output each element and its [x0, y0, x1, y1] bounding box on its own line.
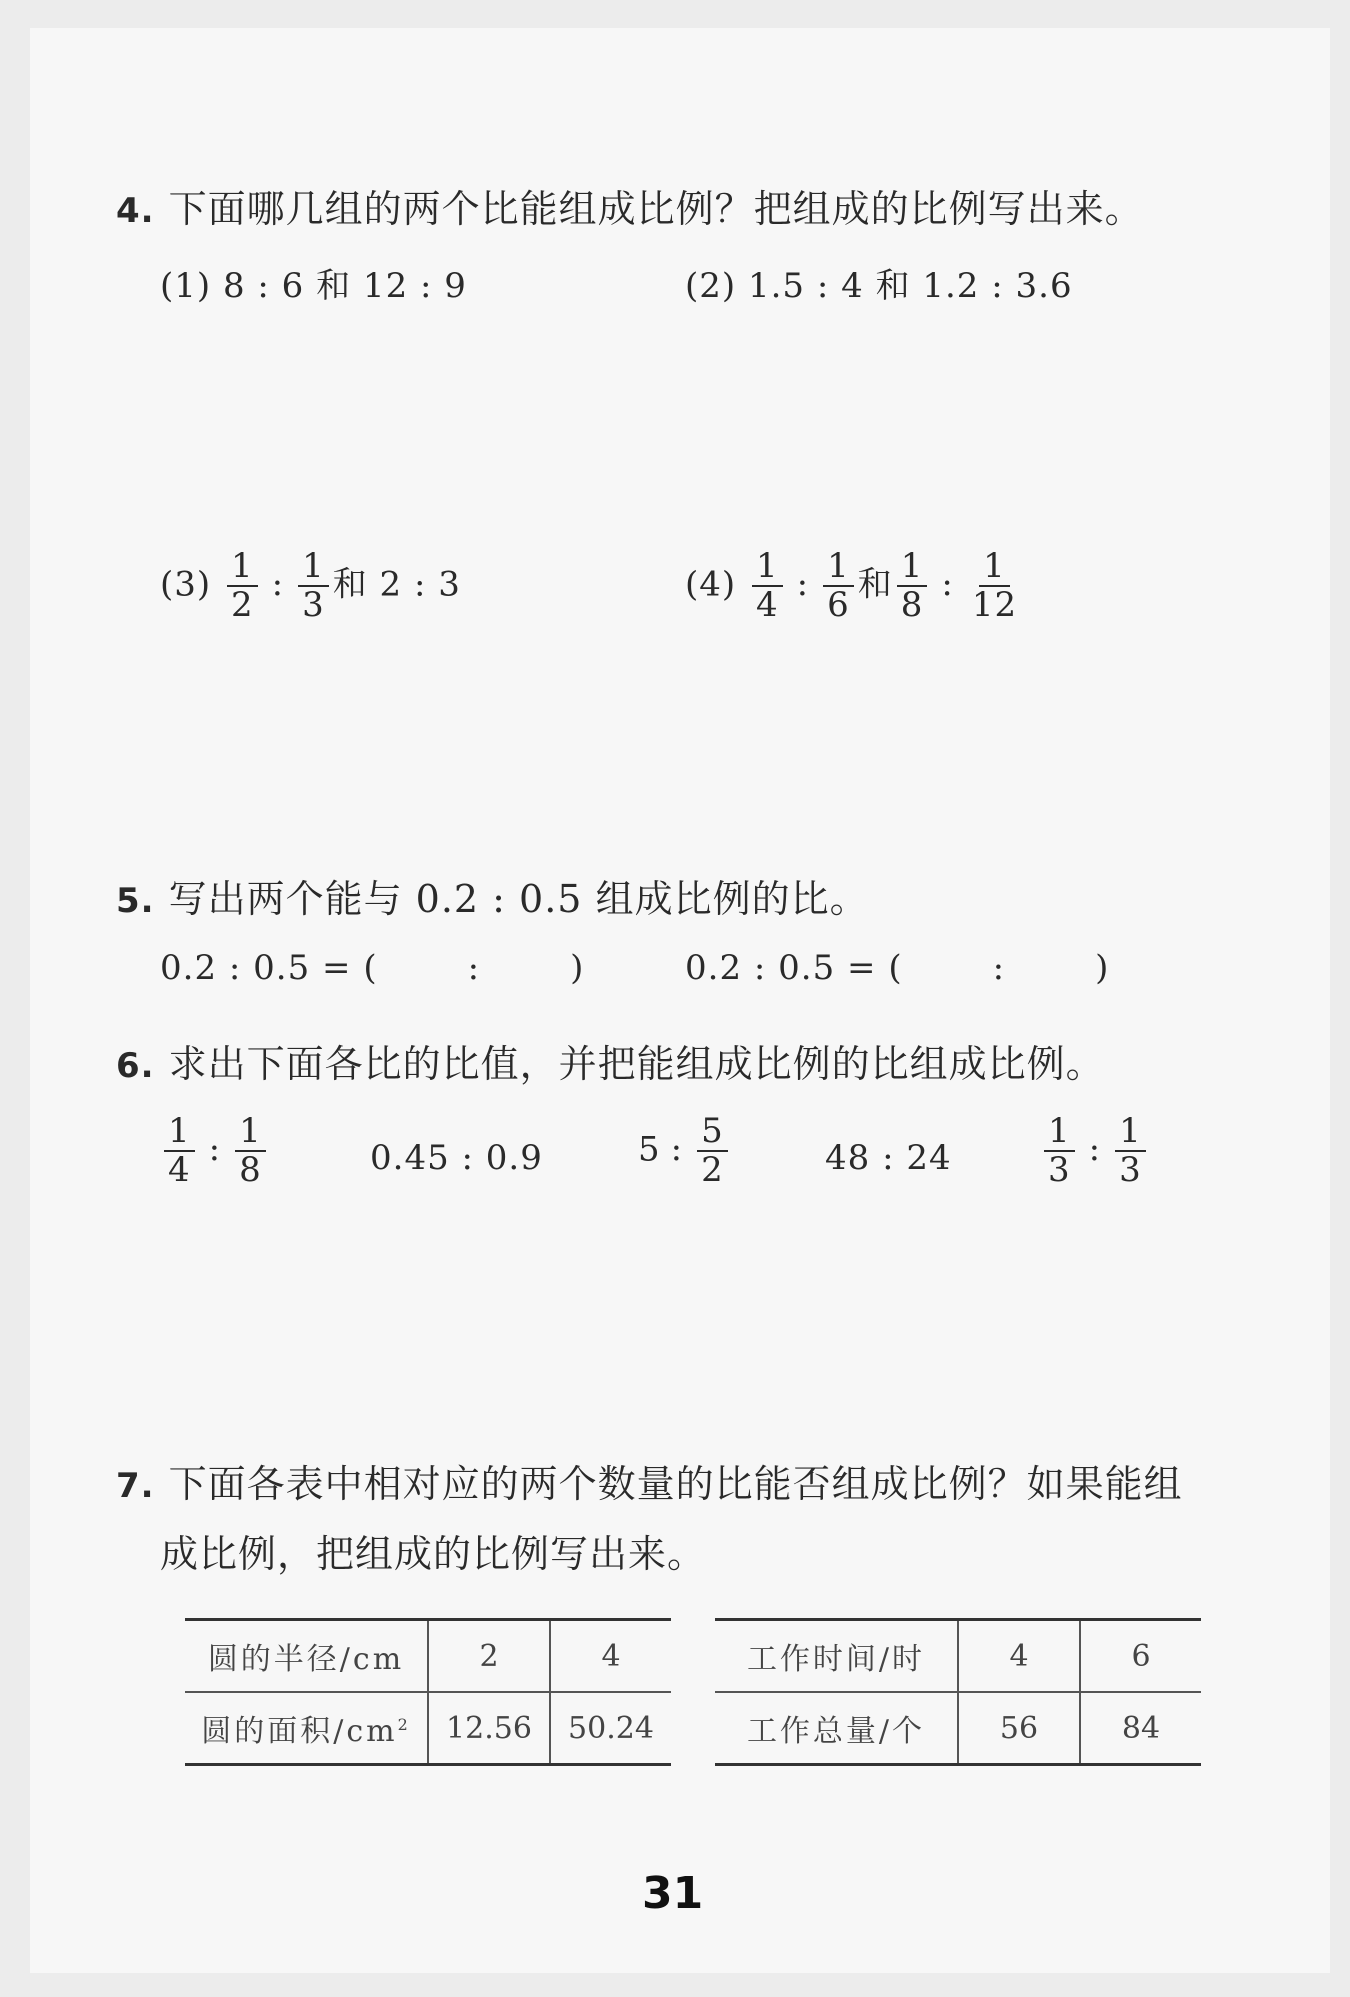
table-row — [715, 1620, 1201, 1693]
q6-ratio-5: $\frac{1}{3}$ : $\frac{1}{3}$ — [1040, 1113, 1150, 1190]
table-row-header: 工作总量/个 — [715, 1692, 958, 1765]
q6-ratio-2: 0.45 : 0.9 — [370, 1138, 543, 1178]
work-time-table — [715, 1618, 1201, 1766]
table-cell: 6 — [1080, 1620, 1201, 1693]
question-6-heading — [116, 1033, 1105, 1088]
question-text: 下面哪几组的两个比能组成比例？把组成的比例写出来。 — [168, 187, 1144, 231]
question-number: 4. — [116, 191, 155, 231]
and-word: 和 — [332, 564, 368, 605]
q4-item-4 — [685, 548, 1025, 625]
colon: : — [941, 564, 954, 605]
table-row — [185, 1620, 671, 1693]
question-7-heading — [116, 1453, 1183, 1508]
question-number: 6. — [116, 1046, 155, 1086]
radius-area-table — [185, 1618, 671, 1766]
item-expression: 8 : 6 和 12 : 9 — [222, 266, 467, 306]
and-word: 和 — [857, 564, 893, 605]
ratio: 2 : 3 — [379, 564, 461, 605]
item-expression: 1.5 : 4 和 1.2 : 3.6 — [747, 266, 1073, 306]
table-row-header: 工作时间/时 — [715, 1620, 958, 1693]
table-cell: 50.24 — [550, 1692, 671, 1765]
table-row-header: 圆的面积$/cm^2$ — [185, 1692, 428, 1765]
table-cell: 4 — [958, 1620, 1080, 1693]
question-text: 写出两个能与 0.2 : 0.5 组成比例的比。 — [168, 877, 869, 921]
table-cell: 4 — [550, 1620, 671, 1693]
fraction: $\frac{1}{4}$ — [752, 548, 783, 625]
question-number: 7. — [116, 1466, 155, 1506]
table-cell: 56 — [958, 1692, 1080, 1765]
table-row — [185, 1692, 671, 1765]
table-cell: 12.56 — [428, 1692, 550, 1765]
question-text: 下面各表中相对应的两个数量的比能否组成比例？如果能组 — [168, 1462, 1183, 1506]
table-row — [715, 1692, 1201, 1765]
item-label: (1) — [160, 266, 212, 306]
question-number: 5. — [116, 881, 155, 921]
q5-answer-2[interactable]: 0.2 : 0.5 = ( : ) — [685, 948, 1110, 988]
item-label: (4) — [685, 564, 737, 605]
q4-item-2 — [685, 258, 1073, 307]
fraction: $\frac{1}{6}$ — [823, 548, 854, 625]
question-text: 求出下面各比的比值，并把能组成比例的比组成比例。 — [168, 1042, 1105, 1086]
fraction: $\frac{1}{12}$ — [971, 546, 1018, 626]
fraction: $\frac{1}{3}$ — [298, 548, 329, 625]
q4-item-1 — [160, 258, 467, 307]
item-label: (2) — [685, 266, 737, 306]
q5-answer-1[interactable]: 0.2 : 0.5 = ( : ) — [160, 948, 585, 988]
page-number: 31 — [642, 1868, 704, 1919]
question-5-heading — [116, 868, 869, 923]
table-row-header: 圆的半径/cm — [185, 1620, 428, 1693]
question-7-text-continued: 成比例，把组成的比例写出来。 — [160, 1532, 707, 1576]
colon: : — [796, 564, 810, 605]
table-cell: 84 — [1080, 1692, 1201, 1765]
q6-ratio-4: 48 : 24 — [825, 1138, 952, 1178]
fraction: $\frac{1}{2}$ — [227, 548, 258, 625]
q4-item-3 — [160, 548, 461, 625]
q6-ratio-1: $\frac{1}{4}$ : $\frac{1}{8}$ — [160, 1113, 270, 1190]
item-label: (3) — [160, 564, 212, 605]
colon: : — [271, 564, 285, 605]
table-cell: 2 — [428, 1620, 550, 1693]
question-4-heading — [116, 178, 1144, 233]
workbook-page — [30, 28, 1330, 1973]
q6-ratio-3: 5 : $\frac{5}{2}$ — [638, 1113, 732, 1190]
fraction: $\frac{1}{8}$ — [897, 548, 928, 625]
